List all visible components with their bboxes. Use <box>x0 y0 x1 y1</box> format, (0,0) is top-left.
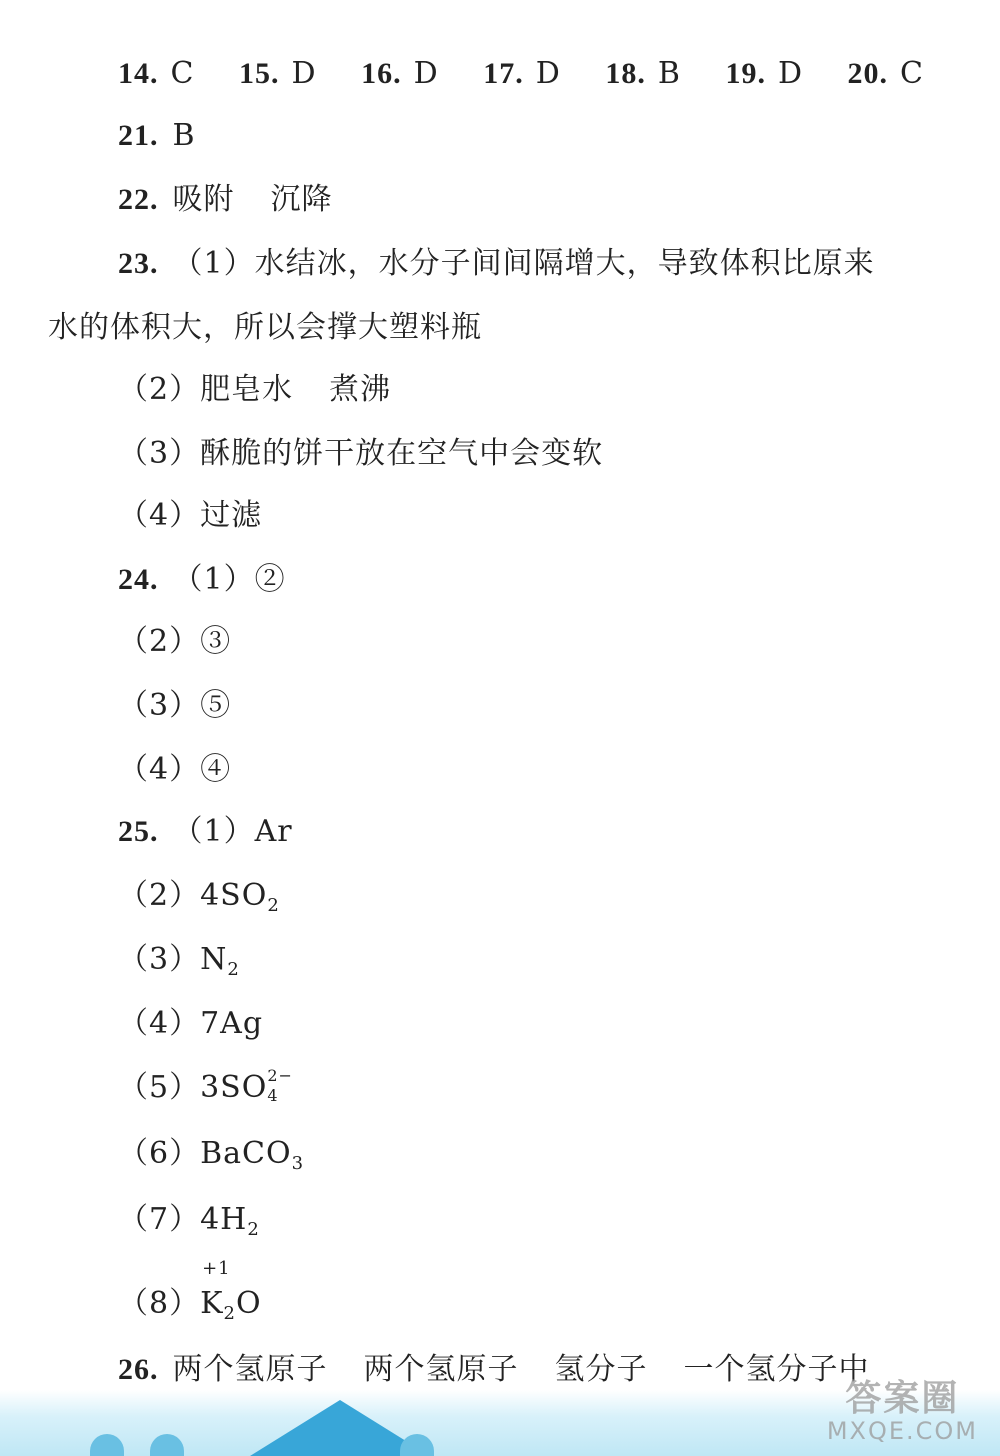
bush-decoration <box>150 1434 184 1456</box>
answer-18: 18. B <box>605 56 681 91</box>
answer-20: 20. C <box>847 56 925 91</box>
answer-26: 26. 两个氢原子 两个氢原子 氢分子 一个氢分子中 <box>118 1352 870 1387</box>
answer-24-part-2: （2）③ <box>118 624 232 659</box>
answer-24-part-4: （4）④ <box>118 752 232 787</box>
answer-25-part-6: （6）BaCO$_3$ <box>118 1136 305 1174</box>
answer-24-part-3: （3）⑤ <box>118 688 232 723</box>
answer-23-part-3: （3）酥脆的饼干放在空气中会变软 <box>118 436 604 471</box>
answer-25-part-7: $(7)4H_2$ <box>118 1202 260 1240</box>
answer-24-part-1: 24. （1）② <box>118 562 286 597</box>
bush-decoration <box>90 1434 124 1456</box>
answer-17: 17. D <box>483 56 561 91</box>
answer-25-part-4: （4）7Ag <box>118 1006 264 1041</box>
answer-15: 15. D <box>239 56 317 91</box>
answer-14: 14. C <box>118 56 195 91</box>
answers-row-14-20 <box>118 54 924 94</box>
answer-25-part-1: 25. （1）Ar <box>118 814 293 849</box>
answer-23-part-1: 23. （1）水结冰，水分子间间隔增大，导致体积比原来 <box>118 246 875 281</box>
answer-25-part-8: （8） +1 $K_2O$ <box>118 1284 262 1334</box>
answer-22: 22. 吸附 沉降 <box>118 182 333 217</box>
answer-21: 21. B <box>118 118 196 153</box>
answer-16: 16. D <box>361 56 439 91</box>
answer-25-part-2: $(2)4SO_2$ <box>118 878 280 916</box>
answer-23-part-4: （4）过滤 <box>118 498 263 533</box>
answer-25-part-5: （5）3SO 2− 4 <box>118 1066 293 1105</box>
answer-19: 19. D <box>725 56 803 91</box>
potassium-oxide-formula: +1 $K_2O$ <box>200 1258 262 1324</box>
answer-23-part-1-cont: 水的体积大，所以会撑大塑料瓶 <box>48 310 482 345</box>
answer-25-part-3: $(3)N_2$ <box>118 942 240 980</box>
answer-23-part-2: （2）肥皂水 煮沸 <box>118 372 392 407</box>
watermark-logo: 答案圈 MXQE.COM <box>826 1378 978 1445</box>
